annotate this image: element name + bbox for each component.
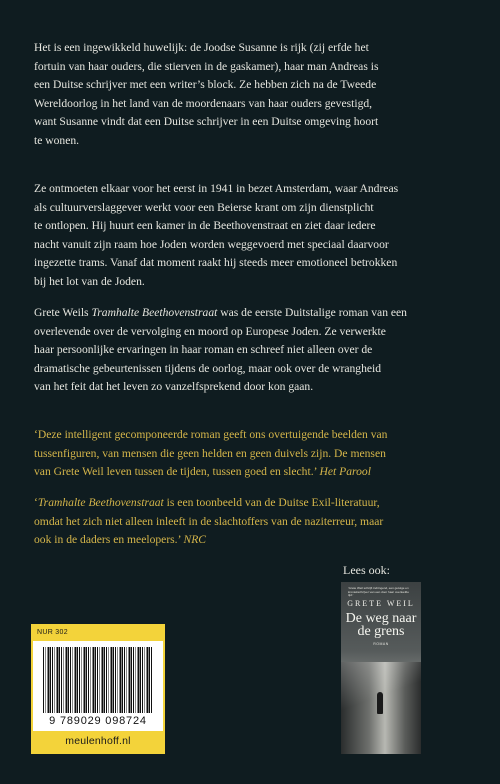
barcode-panel [31,624,165,754]
text-line: ingezette trams. Vanaf dat moment raakt hij steeds meer emotioneel betrokken [34,256,398,270]
synopsis-paragraph-2 [34,180,466,292]
text-line [34,463,466,482]
text-line [34,531,466,550]
inline-text: was de eerste Duitstalige roman van een [217,306,407,319]
inline-text: ‘ [34,496,38,509]
recommended-book-cover [341,582,421,754]
text-line: tussenfiguren, van mensen die geen helden en geen duivels zijn. De mensen [34,446,386,460]
text-line: fortuin van haar ouders, die stierven in de gaskamer), haar man Andreas is [34,59,379,73]
cover-subtitle: ROMAN [373,642,389,646]
text-line [34,304,466,323]
cover-blurb: ‘Grete Weil schrijft indringend, een getuige en kroniekschrijver van een door haar overleefde tijd.’ [348,586,409,598]
inline-text: van Grete Weil leven tussen de tijden, tussen goed en slecht.’ [34,465,320,479]
text-line: dramatische gebeurtenissen tijdens de oorlog, maar ook over de wrangheid [34,361,382,375]
inline-text: Grete Weils [34,306,92,319]
text-line: Ze ontmoeten elkaar voor het eerst in 1941 in bezet Amsterdam, waar Andreas [34,182,399,195]
text-line: bij het lot van de Joden. [34,274,145,288]
also-read-label: Lees ook: [343,563,390,577]
text-line: te ontlopen. Hij huurt een kamer in de Beethovenstraat en ziet daar iedere [34,219,376,233]
cover-title [341,612,421,638]
text-line: overlevende over de vervolging en moord op Europese Joden. Ze verwerkte [34,324,386,338]
isbn-number: 9 789029 098724 [49,715,147,727]
book-title-inline: Tramhalte Beethovenstraat [37,496,164,509]
text-line: omdat het zich niet alleen inleeft in de slachtoffers van de naziterreur, maar [34,514,384,528]
text-line [34,494,466,513]
inline-text: ook in de daders en meelopers.’ [34,533,184,547]
review-quote-nrc [34,494,466,550]
text-line: Wereldoorlog in het land van de moordenaars van haar ouders gevestigd, [34,96,373,110]
quote-source: NRC [183,533,207,547]
synopsis-paragraph-3 [34,304,466,397]
barcode-bars [43,647,153,713]
synopsis-paragraph-1 [34,39,466,151]
cover-title-line: De weg naar [345,611,417,626]
nur-code: NUR 302 [37,629,68,636]
barcode-area [33,641,163,731]
publisher-url: meulenhoff.nl [65,735,131,747]
text-line: haar persoonlijke ervaringen in haar roman en schreef niet alleen over de [34,343,373,357]
text-line: een Duitse schrijver met een writer’s block. Ze hebben zich na de Tweede [34,78,377,92]
text-line: van het feit dat het leven zo vanzelfsprekend door kon gaan. [34,380,314,394]
inline-text: is een toonbeeld van de Duitse Exil-literatuur, [163,496,380,509]
book-title-inline: Tramhalte Beethovenstraat [91,306,218,319]
text-line: als cultuurverslaggever werkt voor een Beierse krant om zijn dienstplicht [34,200,374,214]
cover-author: GRETE WEIL [347,599,415,608]
quote-source: Het Parool [319,465,371,479]
text-line: ‘Deze intelligent gecomponeerde roman geeft ons overtuigende beelden van [34,428,388,441]
cover-figure [377,692,383,714]
text-line: want Susanne vindt dat een Duitse schrijver in een Duitse omgeving hoort [34,115,379,129]
review-quote-parool [34,426,466,482]
text-line: te wonen. [34,133,80,147]
text-line: nacht vanuit zijn raam hoe Joden worden weggevoerd met speciaal daarvoor [34,237,389,251]
cover-title-line: de grens [357,624,405,639]
text-line: Het is een ingewikkeld huwelijk: de Joodse Susanne is rijk (zij erfde het [34,41,369,54]
